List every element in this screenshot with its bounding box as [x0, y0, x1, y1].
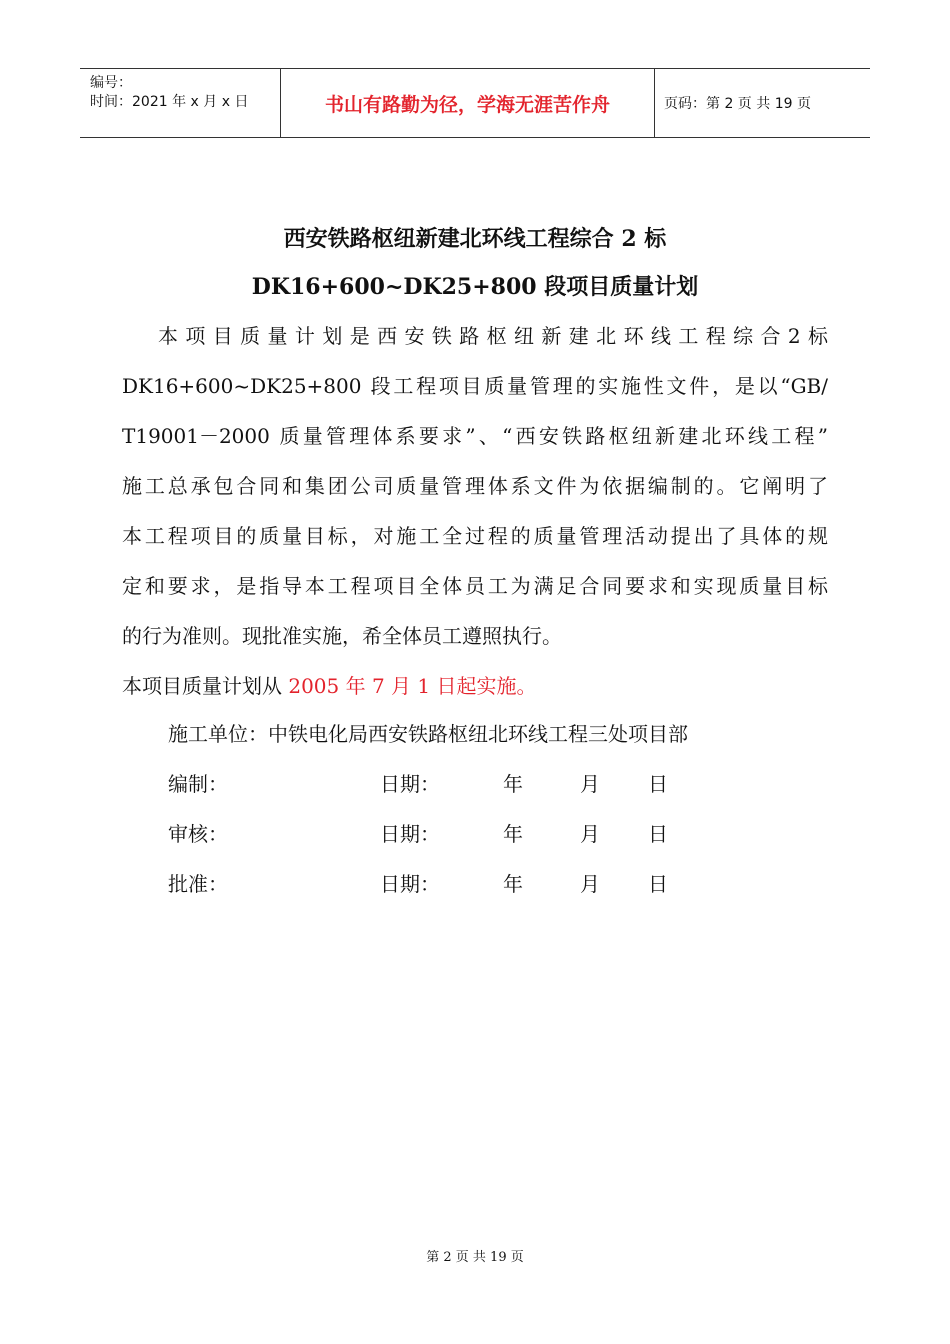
body-line: 本工程项目的质量目标，对施工全过程的质量管理活动提出了具体的规 — [122, 524, 828, 548]
construction-unit: 施工单位：中铁电化局西安铁路枢纽北环线工程三处项目部 — [168, 722, 688, 746]
approval-day: 日 — [648, 772, 668, 796]
body-line: 的行为准则。现批准实施，希全体员工遵照执行。 — [122, 624, 562, 648]
approval-role: 审核： — [168, 822, 228, 846]
approval-date-label: 日期： — [380, 822, 440, 846]
body-line: DK16+600~DK25+800 段工程项目质量管理的实施性文件，是以“GB/ — [122, 374, 828, 398]
document-time-label: 时间：2021 年 x 月 x 日 — [90, 94, 249, 110]
effective-date-line — [122, 670, 537, 699]
approval-month: 月 — [580, 822, 600, 846]
document-title-line-1: 西安铁路枢纽新建北环线工程综合 2 标 — [283, 226, 667, 252]
body-line: 定和要求，是指导本工程项目全体员工为满足合同要求和实现质量目标 — [122, 574, 828, 598]
effective-date-prefix: 本项目质量计划从 — [122, 674, 289, 698]
header-meta — [80, 69, 280, 137]
document-number-label: 编号： — [90, 75, 132, 91]
approval-year: 年 — [503, 872, 523, 896]
approval-year: 年 — [503, 822, 523, 846]
header-motto: 书山有路勤为径，学海无涯苦作舟 — [324, 93, 610, 116]
approval-day: 日 — [648, 822, 668, 846]
header-divider — [654, 69, 655, 137]
approval-role: 批准： — [168, 872, 228, 896]
body-line: 本项目质量计划是西安铁路枢纽新建北环线工程综合2标 — [158, 324, 828, 348]
approval-role: 编制： — [168, 772, 228, 796]
approval-year: 年 — [503, 772, 523, 796]
approval-date-label: 日期： — [380, 872, 440, 896]
effective-date: 2005 年 7 月 1 日起实施。 — [288, 674, 537, 698]
approval-month: 月 — [580, 872, 600, 896]
page-footer: 第 2 页 共 19 页 — [426, 1250, 524, 1265]
body-line: 施工总承包合同和集团公司质量管理体系文件为依据编制的。它阐明了 — [122, 474, 828, 498]
page-header — [80, 68, 870, 138]
header-page-info: 页码：第 2 页 共 19 页 — [664, 96, 811, 112]
approval-date-label: 日期： — [380, 772, 440, 796]
body-line: T19001－2000 质量管理体系要求”、“西安铁路枢纽新建北环线工程” — [122, 424, 828, 448]
approval-month: 月 — [580, 772, 600, 796]
document-title-line-2: DK16+600~DK25+800 段项目质量计划 — [251, 274, 699, 300]
approval-day: 日 — [648, 872, 668, 896]
